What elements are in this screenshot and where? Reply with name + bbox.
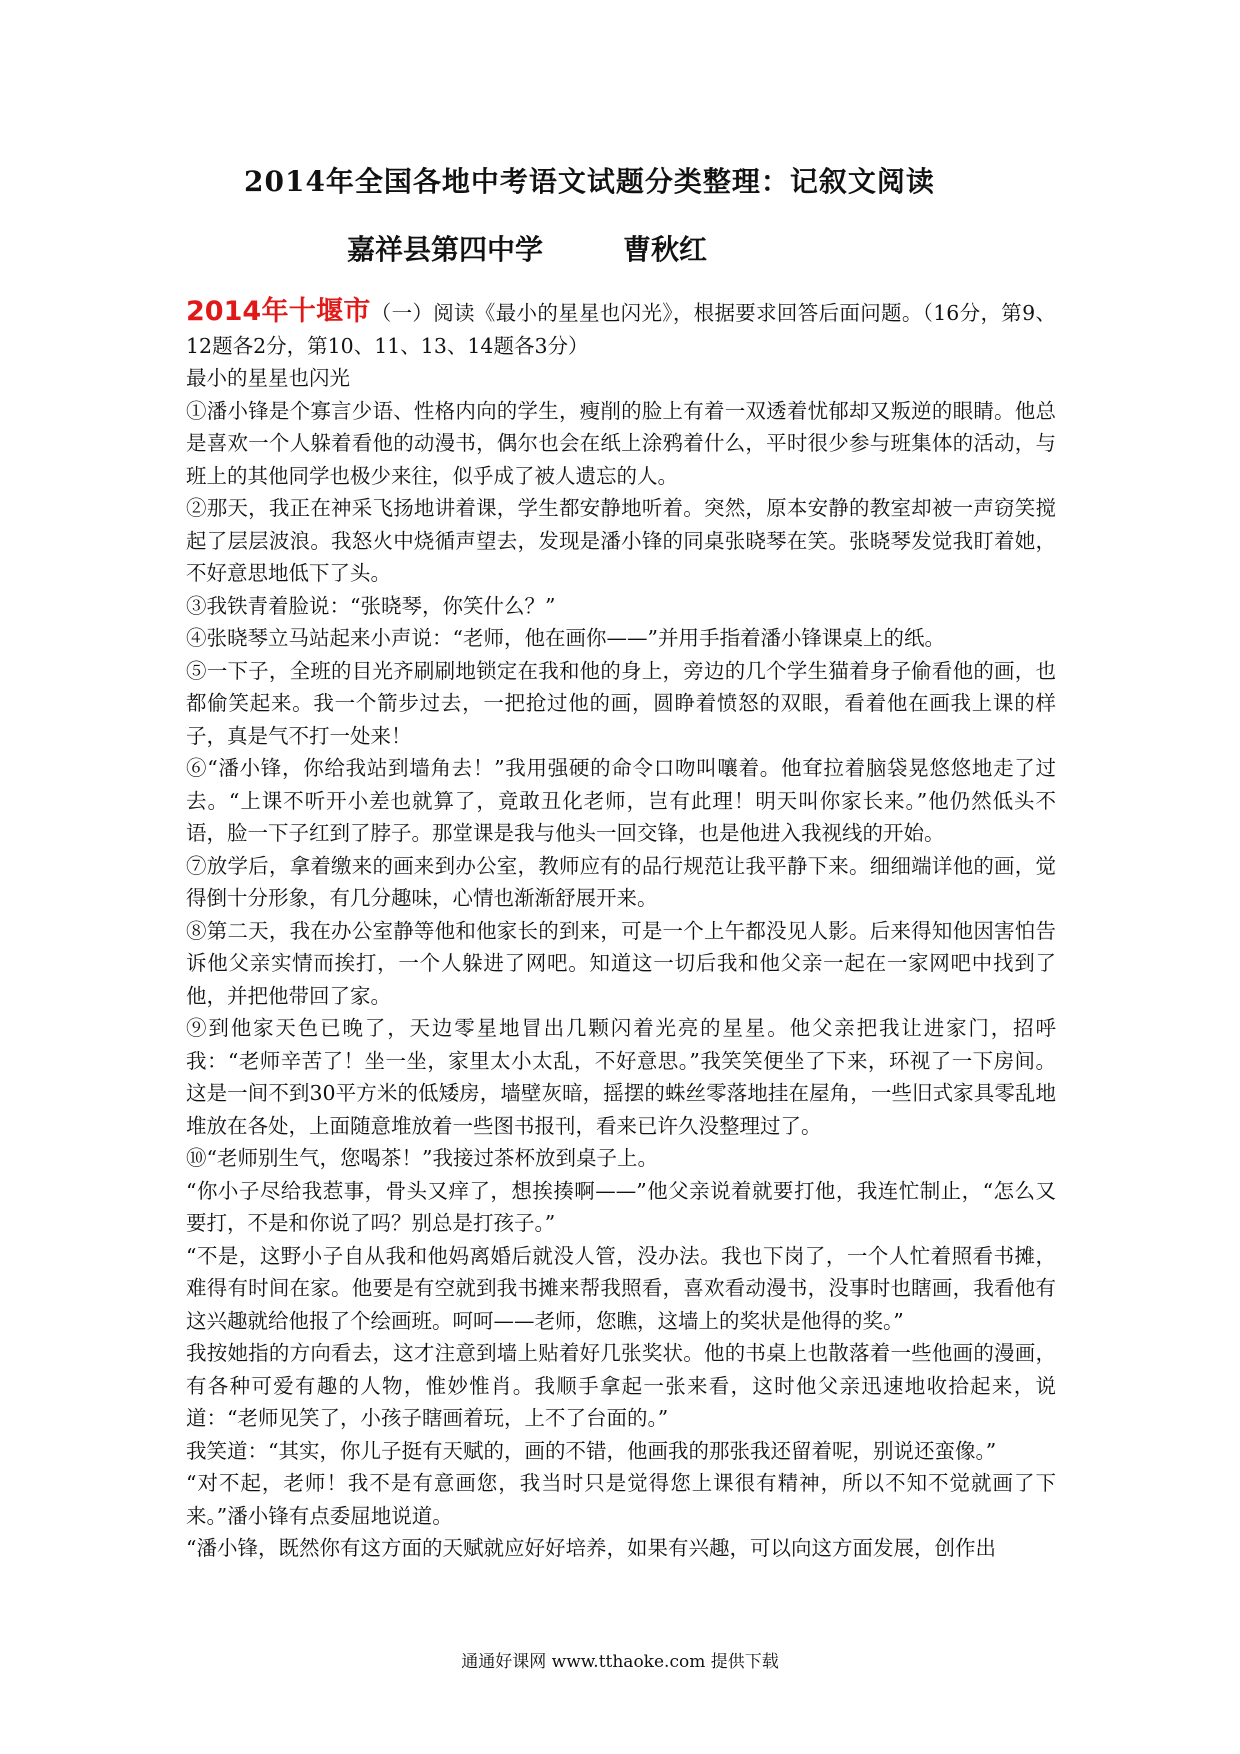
paragraph: ⑩“老师别生气，您喝茶！”我接过茶杯放到桌子上。 — [186, 1146, 658, 1170]
paragraph: ⑤一下子，全班的目光齐刷刷地锁定在我和他的身上，旁边的几个学生猫着身子偷看他的画，也都偷笑起来。我一个箭步过去，一把抢过他的画，圆睁着愤怒的双眼，看着他在画我上课的样子，真是气不打一处来！ — [186, 658, 1056, 748]
paragraph: ①潘小锋是个寡言少语、性格内向的学生，瘦削的脸上有着一双透着忧郁却又叛逆的眼睛。他总是喜欢一个人躲着看他的动漫书，偶尔也会在纸上涂鸦着什么，平时很少参与班集体的活动，与班上的其他同学也极少来往，似乎成了被人遗忘的人。 — [186, 398, 1056, 488]
article-title: 最小的星星也闪光 — [186, 366, 350, 390]
author-school: 嘉祥县第四中学 — [347, 233, 544, 266]
city-label: 2014年十堰市 — [186, 296, 371, 327]
paragraph: 我按她指的方向看去，这才注意到墙上贴着好几张奖状。他的书桌上也散落着一些他画的漫画，有各种可爱有趣的人物，惟妙惟肖。我顺手拿起一张来看，这时他父亲迅速地收拾起来，说道：“老师见笑了，小孩子瞎画着玩，上不了台面的。” — [186, 1341, 1056, 1430]
paragraph: “不是，这野小子自从我和他妈离婚后就没人管，没办法。我也下岗了，一个人忙着照看书摊，难得有时间在家。他要是有空就到我书摊来帮我照看，喜欢看动漫书，没事时也瞎画，我看他有这兴趣就给他报了个绘画班。呵呵——老师，您瞧，这墙上的奖状是他得的奖。” — [186, 1243, 1056, 1333]
paragraph: ④张晓琴立马站起来小声说：“老师，他在画你——”并用手指着潘小锋课桌上的纸。 — [186, 626, 945, 650]
paragraph: ⑧第二天，我在办公室静等他和他家长的到来，可是一个上午都没见人影。后来得知他因害怕告诉他父亲实情而挨打，一个人躲进了网吧。知道这一切后我和他父亲一起在一家网吧中找到了他，并把他带回了家。 — [186, 918, 1056, 1008]
author-line — [347, 228, 707, 268]
paragraph: ⑦放学后，拿着缴来的画来到办公室，教师应有的品行规范让我平静下来。细细端详他的画，觉得倒十分形象，有几分趣味，心情也渐渐舒展开来。 — [186, 853, 1056, 910]
paragraph-list — [186, 395, 1056, 1565]
document-title: 2014年全国各地中考语文试题分类整理：记叙文阅读 — [244, 165, 935, 198]
question-intro — [186, 296, 1056, 362]
paragraph: ⑨到他家天色已晚了，天边零星地冒出几颗闪着光亮的星星。他父亲把我让进家门，招呼我：“老师辛苦了！坐一坐，家里太小太乱，不好意思。”我笑笑便坐了下来，环视了一下房间。这是一间不到30平方米的低矮房，墙壁灰暗，摇摆的蛛丝零落地挂在屋角，一些旧式家具零乱地堆放在各处，上面随意堆放着一些图书报刊，看来已许久没整理过了。 — [186, 1016, 1056, 1138]
paragraph: “潘小锋，既然你有这方面的天赋就应好好培养，如果有兴趣，可以向这方面发展，创作出 — [186, 1536, 996, 1560]
footer-credit: 通通好课网 www.tthaoke.com 提供下载 — [461, 1652, 779, 1672]
paragraph: ②那天，我正在神采飞扬地讲着课，学生都安静地听着。突然，原本安静的教室却被一声窃笑搅起了层层波浪。我怒火中烧循声望去，发现是潘小锋的同桌张晓琴在笑。张晓琴发觉我盯着她，不好意思地低下了头。 — [186, 496, 1056, 585]
paragraph: “你小子尽给我惹事，骨头又痒了，想挨揍啊——”他父亲说着就要打他，我连忙制止，“怎么又要打，不是和你说了吗？别总是打孩子。” — [186, 1178, 1056, 1235]
paragraph: ⑥“潘小锋，你给我站到墙角去！”我用强硬的命令口吻叫嚷着。他耷拉着脑袋晃悠悠地走了过去。“上课不听开小差也就算了，竟敢丑化老师，岂有此理！明天叫你家长来。”他仍然低头不语，脸一下子红到了脖子。那堂课是我与他头一回交锋，也是他进入我视线的开始。 — [186, 756, 1056, 845]
author-name: 曹秋红 — [623, 233, 708, 266]
paragraph: “对不起，老师！我不是有意画您，我当时只是觉得您上课很有精神，所以不知不觉就画了下来。”潘小锋有点委屈地说道。 — [186, 1471, 1056, 1528]
paragraph: 我笑道：“其实，你儿子挺有天赋的，画的不错，他画我的那张我还留着呢，别说还蛮像。” — [186, 1438, 997, 1463]
article-body — [186, 296, 1056, 1565]
paragraph: ③我铁青着脸说：“张晓琴，你笑什么？” — [186, 593, 556, 618]
intro-text: （一）阅读《最小的星星也闪光》，根据要求回答后面问题。（16分，第9、12题各2分，第10、11、13、14题各3分） — [186, 301, 1056, 358]
